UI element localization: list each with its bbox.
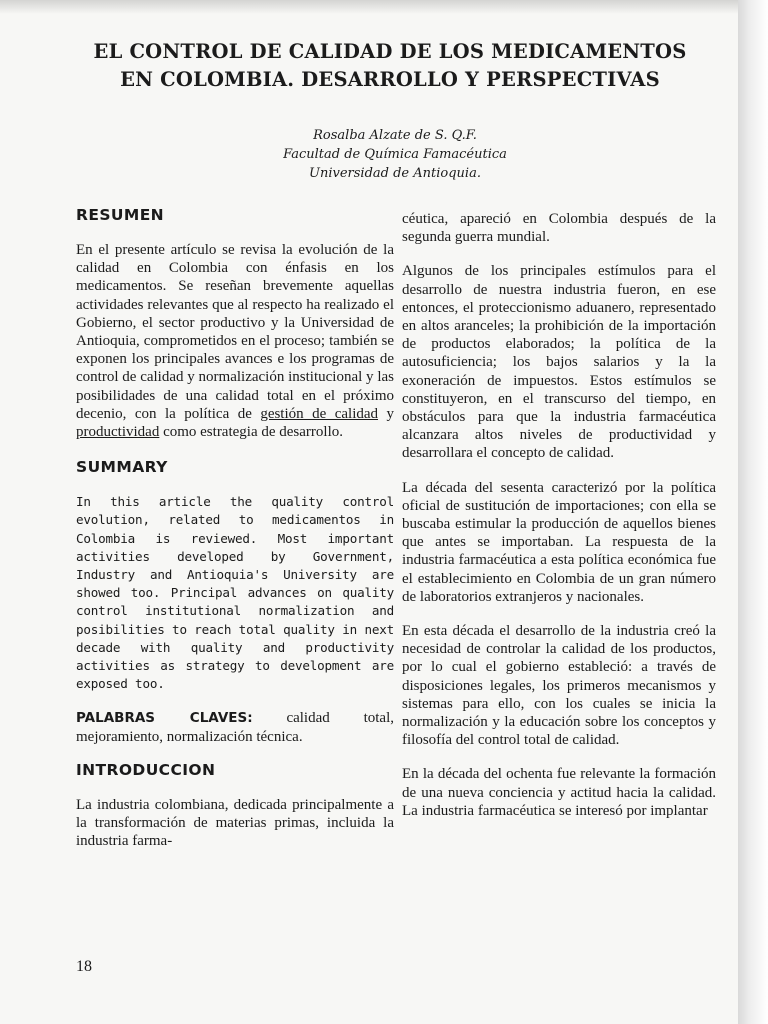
right-paragraph-4: En esta década el desarrollo de la industria creó la necesidad de controlar la calidad de los productos, por lo cual el gobierno estableció: a través de disposiciones legales, los primeros mecanismos y sistemas para ello, con los cuales se inicia la normalización y la educación sobre los conceptos y filosofía del control total de calidad.: [402, 623, 716, 749]
keywords-paragraph: [76, 709, 394, 745]
resumen-heading: RESUMEN: [76, 206, 165, 224]
right-paragraph-2: Algunos de los principales estímulos para el desarrollo de nuestra industria fueron, en ese entonces, el proteccionismo aduanero, representado en altos aranceles; la prohibición de la importación de productos elaborados; la política de la autosuficiencia; los bajos salarios y la la exoneración de impuestos. Estos estímulos se constituyeron, en el transcurso del tiempo, en obstáculos para que la industria farmacéutica alcanzara altos niveles de productividad y desarrollara el concepto de calidad.: [402, 263, 716, 462]
resumen-text-a: En el presente artículo se revisa la evolución de la calidad en Colombia con énfasis en los medicamentos. Se reseñan brevemente aquellas actividades relevantes que al respecto ha realizado el Gobierno, el sector productivo y la Universidad de Antioquia, comprometidos en el proceso; también se exponen los principales avances e los programas de control de calidad y normalización institucional y las posibilidades de una calidad total en el próximo decenio, con la política de: [76, 242, 394, 422]
resumen-underline-gestion: gestión de calidad: [260, 405, 379, 422]
resumen-underline-productividad: productividad: [76, 424, 160, 441]
author-faculty: Facultad de Química Famacéutica: [283, 147, 507, 162]
resumen-paragraph: [76, 241, 394, 441]
intro-paragraph: La industria colombiana, dedicada principalmente a la transformación de materias primas, incluida la industria farma-: [76, 796, 394, 850]
author-university: Universidad de Antioquia.: [309, 166, 481, 181]
keywords-text: calidad total, mejoramiento, normalización técnica.: [76, 710, 394, 745]
left-column: [76, 205, 394, 866]
article-title: [60, 38, 720, 94]
page-number: 18: [76, 958, 92, 975]
introduccion-heading: INTRODUCCION: [76, 760, 216, 779]
title-line-2: EN COLOMBIA. DESARROLLO Y PERSPECTIVAS: [120, 68, 660, 91]
right-paragraph-5: En la década del ochenta fue relevante la formación de una nueva conciencia y actitud hacia la calidad. La industria farmacéutica se interesó por implantar: [402, 766, 716, 819]
summary-heading: SUMMARY: [76, 458, 168, 477]
right-column: [402, 210, 716, 836]
author-block: [200, 126, 590, 183]
right-paragraph-3: La década del sesenta caracterizó por la política oficial de sustitución de importaciones; con ella se buscaba estimular la producción de aquellos bienes que antes se importaban. La respuesta de la industria farmacéutica a esta política económica fue el establecimiento en Colombia de un gran número de laboratorios extranjeros y nacionales.: [402, 479, 716, 605]
title-line-1: EL CONTROL DE CALIDAD DE LOS MEDICAMENTOS: [93, 40, 687, 63]
author-name: Rosalba Alzate de S. Q.F.: [313, 128, 477, 143]
keywords-label: PALABRAS CLAVES:: [76, 710, 253, 727]
right-paragraph-1: céutica, apareció en Colombia después de la segunda guerra mundial.: [402, 211, 716, 246]
summary-paragraph: In this article the quality control evolution, related to medicamentos in Colombia is reviewed. Most important activities developed by Government, Industry and Antioquia's University are showed too. Principal advances on quality control institutional normalization and posibilities to reach total quality in next decade with quality and productivity activities as strategy to development are exposed too.: [76, 494, 394, 692]
scan-top-shadow: [0, 0, 738, 14]
resumen-text-b: como estrategia de desarrollo.: [159, 424, 344, 441]
resumen-text-mid: y: [378, 405, 394, 422]
scan-right-edge: [738, 0, 768, 1024]
